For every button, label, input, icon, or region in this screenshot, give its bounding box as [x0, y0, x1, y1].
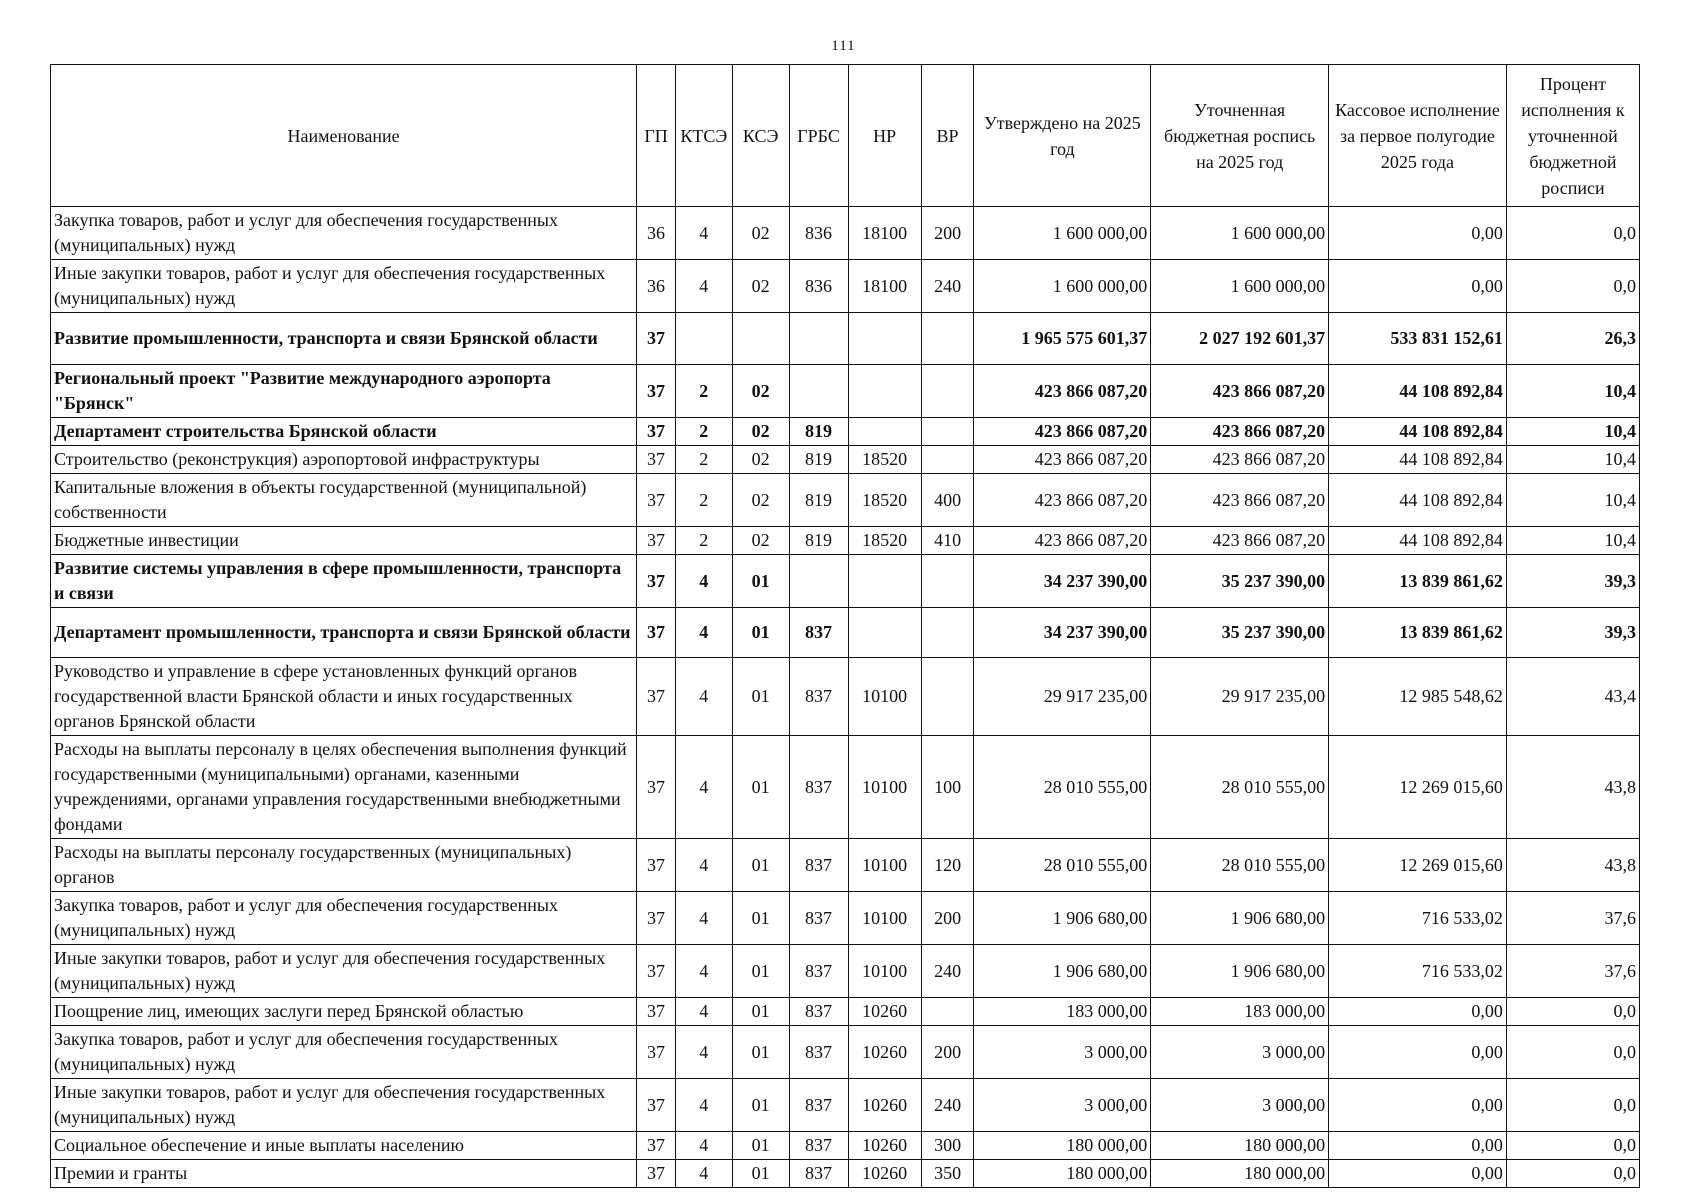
cell-nr: 10100 [848, 658, 921, 736]
cell-kse: 01 [732, 1026, 789, 1079]
cell-refined: 180 000,00 [1151, 1132, 1329, 1160]
table-row [51, 474, 1640, 527]
table-row [51, 839, 1640, 892]
cell-ktse: 4 [675, 1132, 732, 1160]
cell-cash: 0,00 [1329, 260, 1507, 313]
cell-refined: 183 000,00 [1151, 998, 1329, 1026]
cell-nr [848, 365, 921, 418]
cell-approved: 28 010 555,00 [974, 839, 1151, 892]
cell-gp: 37 [637, 839, 676, 892]
cell-approved: 183 000,00 [974, 998, 1151, 1026]
table-row [51, 555, 1640, 608]
cell-gp: 37 [637, 658, 676, 736]
cell-gp: 37 [637, 474, 676, 527]
cell-grbs: 837 [789, 839, 848, 892]
cell-name: Социальное обеспечение и иные выплаты населению [51, 1132, 637, 1160]
cell-grbs: 836 [789, 260, 848, 313]
cell-name: Расходы на выплаты персоналу в целях обеспечения выполнения функций государственными (муниципальными) органами, казенными учреждениями, органами управления государственными внебюджетными фондами [51, 736, 637, 839]
cell-percent: 43,4 [1506, 658, 1639, 736]
cell-name: Иные закупки товаров, работ и услуг для обеспечения государственных (муниципальных) нужд [51, 260, 637, 313]
cell-name: Бюджетные инвестиции [51, 527, 637, 555]
cell-approved: 3 000,00 [974, 1079, 1151, 1132]
cell-ktse: 2 [675, 474, 732, 527]
cell-ktse: 2 [675, 446, 732, 474]
cell-ktse: 4 [675, 998, 732, 1026]
cell-gp: 37 [637, 998, 676, 1026]
cell-vr: 240 [921, 1079, 974, 1132]
cell-name: Развитие промышленности, транспорта и связи Брянской области [51, 313, 637, 365]
cell-kse: 02 [732, 446, 789, 474]
cell-gp: 37 [637, 608, 676, 658]
cell-grbs: 837 [789, 998, 848, 1026]
table-row [51, 1026, 1640, 1079]
cell-approved: 423 866 087,20 [974, 365, 1151, 418]
cell-grbs: 837 [789, 892, 848, 945]
cell-grbs: 837 [789, 658, 848, 736]
cell-percent: 43,8 [1506, 839, 1639, 892]
cell-gp: 37 [637, 736, 676, 839]
cell-nr [848, 555, 921, 608]
cell-name: Департамент промышленности, транспорта и связи Брянской области [51, 608, 637, 658]
table-row [51, 418, 1640, 446]
cell-cash: 0,00 [1329, 207, 1507, 260]
cell-refined: 29 917 235,00 [1151, 658, 1329, 736]
cell-name: Капитальные вложения в объекты государственной (муниципальной) собственности [51, 474, 637, 527]
cell-kse: 01 [732, 945, 789, 998]
cell-vr: 200 [921, 1026, 974, 1079]
cell-percent: 37,6 [1506, 892, 1639, 945]
header-name: Наименование [51, 65, 637, 207]
cell-vr: 120 [921, 839, 974, 892]
cell-name: Развитие системы управления в сфере промышленности, транспорта и связи [51, 555, 637, 608]
cell-nr: 18520 [848, 474, 921, 527]
table-row [51, 446, 1640, 474]
table-row [51, 207, 1640, 260]
cell-name: Поощрение лиц, имеющих заслуги перед Брянской областью [51, 998, 637, 1026]
cell-percent: 0,0 [1506, 1132, 1639, 1160]
table-row [51, 260, 1640, 313]
cell-vr: 200 [921, 207, 974, 260]
cell-gp: 37 [637, 1132, 676, 1160]
cell-gp: 37 [637, 313, 676, 365]
cell-grbs: 819 [789, 527, 848, 555]
cell-gp: 37 [637, 446, 676, 474]
cell-cash: 44 108 892,84 [1329, 418, 1507, 446]
cell-ktse: 4 [675, 736, 732, 839]
cell-ktse: 4 [675, 658, 732, 736]
cell-gp: 37 [637, 527, 676, 555]
cell-percent: 39,3 [1506, 608, 1639, 658]
cell-nr: 18100 [848, 207, 921, 260]
header-kse: КСЭ [732, 65, 789, 207]
cell-kse: 01 [732, 892, 789, 945]
cell-grbs: 837 [789, 1132, 848, 1160]
cell-grbs: 819 [789, 446, 848, 474]
cell-refined: 1 906 680,00 [1151, 892, 1329, 945]
cell-name: Иные закупки товаров, работ и услуг для обеспечения государственных (муниципальных) нужд [51, 1079, 637, 1132]
cell-vr [921, 313, 974, 365]
cell-ktse: 4 [675, 1079, 732, 1132]
cell-kse: 02 [732, 418, 789, 446]
cell-approved: 29 917 235,00 [974, 658, 1151, 736]
cell-kse: 01 [732, 1079, 789, 1132]
cell-ktse: 4 [675, 608, 732, 658]
cell-ktse [675, 313, 732, 365]
cell-ktse: 2 [675, 418, 732, 446]
cell-name: Закупка товаров, работ и услуг для обеспечения государственных (муниципальных) нужд [51, 207, 637, 260]
table-body [51, 207, 1640, 1188]
cell-approved: 3 000,00 [974, 1026, 1151, 1079]
cell-ktse: 2 [675, 527, 732, 555]
cell-cash: 716 533,02 [1329, 892, 1507, 945]
cell-name: Руководство и управление в сфере установленных функций органов государственной власти Брянской области и иных государственных органов Брянской области [51, 658, 637, 736]
cell-vr: 240 [921, 260, 974, 313]
header-cash: Кассовое исполнение за первое полугодие 2025 года [1329, 65, 1507, 207]
cell-name: Расходы на выплаты персоналу государственных (муниципальных) органов [51, 839, 637, 892]
cell-vr: 200 [921, 892, 974, 945]
cell-ktse: 4 [675, 945, 732, 998]
cell-refined: 423 866 087,20 [1151, 527, 1329, 555]
cell-ktse: 4 [675, 555, 732, 608]
cell-ktse: 4 [675, 892, 732, 945]
cell-refined: 180 000,00 [1151, 1160, 1329, 1188]
table-row [51, 1079, 1640, 1132]
table-row [51, 608, 1640, 658]
cell-gp: 37 [637, 418, 676, 446]
cell-refined: 423 866 087,20 [1151, 446, 1329, 474]
cell-gp: 37 [637, 1026, 676, 1079]
cell-grbs: 837 [789, 1160, 848, 1188]
cell-gp: 37 [637, 1160, 676, 1188]
cell-ktse: 4 [675, 260, 732, 313]
cell-percent: 0,0 [1506, 1079, 1639, 1132]
cell-cash: 12 269 015,60 [1329, 736, 1507, 839]
cell-nr [848, 418, 921, 446]
cell-grbs: 837 [789, 608, 848, 658]
cell-name: Региональный проект "Развитие международного аэропорта "Брянск" [51, 365, 637, 418]
cell-name: Премии и гранты [51, 1160, 637, 1188]
cell-nr: 10260 [848, 1079, 921, 1132]
cell-approved: 1 965 575 601,37 [974, 313, 1151, 365]
cell-refined: 423 866 087,20 [1151, 474, 1329, 527]
cell-percent: 0,0 [1506, 260, 1639, 313]
cell-kse: 02 [732, 365, 789, 418]
cell-kse: 01 [732, 658, 789, 736]
cell-nr: 18100 [848, 260, 921, 313]
cell-percent: 37,6 [1506, 945, 1639, 998]
header-refined: Уточненная бюджетная роспись на 2025 год [1151, 65, 1329, 207]
cell-kse: 02 [732, 207, 789, 260]
cell-gp: 37 [637, 1079, 676, 1132]
cell-kse: 01 [732, 736, 789, 839]
cell-percent: 43,8 [1506, 736, 1639, 839]
cell-percent: 0,0 [1506, 998, 1639, 1026]
cell-ktse: 2 [675, 365, 732, 418]
cell-cash: 13 839 861,62 [1329, 555, 1507, 608]
cell-refined: 28 010 555,00 [1151, 736, 1329, 839]
cell-name: Строительство (реконструкция) аэропортовой инфраструктуры [51, 446, 637, 474]
cell-cash: 13 839 861,62 [1329, 608, 1507, 658]
cell-kse: 02 [732, 527, 789, 555]
cell-ktse: 4 [675, 207, 732, 260]
budget-table [50, 64, 1640, 1188]
header-nr: НР [848, 65, 921, 207]
cell-vr: 400 [921, 474, 974, 527]
cell-ktse: 4 [675, 1026, 732, 1079]
cell-kse [732, 313, 789, 365]
cell-nr [848, 313, 921, 365]
cell-vr: 100 [921, 736, 974, 839]
cell-cash: 533 831 152,61 [1329, 313, 1507, 365]
cell-gp: 36 [637, 260, 676, 313]
cell-name: Закупка товаров, работ и услуг для обеспечения государственных (муниципальных) нужд [51, 1026, 637, 1079]
cell-vr [921, 998, 974, 1026]
cell-refined: 1 600 000,00 [1151, 260, 1329, 313]
cell-refined: 1 906 680,00 [1151, 945, 1329, 998]
cell-grbs: 837 [789, 945, 848, 998]
cell-grbs: 837 [789, 1026, 848, 1079]
cell-vr: 300 [921, 1132, 974, 1160]
cell-refined: 28 010 555,00 [1151, 839, 1329, 892]
cell-refined: 423 866 087,20 [1151, 418, 1329, 446]
cell-cash: 12 269 015,60 [1329, 839, 1507, 892]
cell-nr: 10260 [848, 998, 921, 1026]
cell-cash: 0,00 [1329, 1132, 1507, 1160]
cell-grbs: 819 [789, 418, 848, 446]
table-row [51, 1132, 1640, 1160]
cell-vr: 350 [921, 1160, 974, 1188]
cell-approved: 1 600 000,00 [974, 260, 1151, 313]
cell-approved: 423 866 087,20 [974, 446, 1151, 474]
cell-percent: 26,3 [1506, 313, 1639, 365]
cell-gp: 36 [637, 207, 676, 260]
cell-percent: 10,4 [1506, 527, 1639, 555]
cell-cash: 0,00 [1329, 1160, 1507, 1188]
cell-name: Департамент строительства Брянской области [51, 418, 637, 446]
table-row [51, 1160, 1640, 1188]
cell-kse: 01 [732, 839, 789, 892]
cell-approved: 34 237 390,00 [974, 608, 1151, 658]
table-row [51, 998, 1640, 1026]
cell-percent: 0,0 [1506, 1160, 1639, 1188]
cell-vr: 410 [921, 527, 974, 555]
cell-grbs: 836 [789, 207, 848, 260]
cell-kse: 01 [732, 608, 789, 658]
cell-kse: 01 [732, 1132, 789, 1160]
cell-vr: 240 [921, 945, 974, 998]
cell-refined: 35 237 390,00 [1151, 555, 1329, 608]
cell-refined: 3 000,00 [1151, 1079, 1329, 1132]
cell-ktse: 4 [675, 839, 732, 892]
header-gp: ГП [637, 65, 676, 207]
cell-approved: 423 866 087,20 [974, 418, 1151, 446]
cell-approved: 1 906 680,00 [974, 892, 1151, 945]
cell-name: Закупка товаров, работ и услуг для обеспечения государственных (муниципальных) нужд [51, 892, 637, 945]
cell-kse: 02 [732, 260, 789, 313]
cell-nr: 10260 [848, 1160, 921, 1188]
cell-grbs: 837 [789, 736, 848, 839]
cell-kse: 01 [732, 998, 789, 1026]
header-vr: ВР [921, 65, 974, 207]
cell-grbs [789, 365, 848, 418]
cell-gp: 37 [637, 945, 676, 998]
cell-percent: 10,4 [1506, 446, 1639, 474]
cell-kse: 01 [732, 1160, 789, 1188]
table-row [51, 892, 1640, 945]
cell-cash: 0,00 [1329, 1079, 1507, 1132]
cell-refined: 3 000,00 [1151, 1026, 1329, 1079]
cell-approved: 423 866 087,20 [974, 527, 1151, 555]
cell-nr: 10100 [848, 736, 921, 839]
cell-cash: 44 108 892,84 [1329, 446, 1507, 474]
cell-vr [921, 608, 974, 658]
cell-grbs [789, 313, 848, 365]
cell-approved: 180 000,00 [974, 1132, 1151, 1160]
cell-nr: 10260 [848, 1132, 921, 1160]
cell-vr [921, 365, 974, 418]
cell-approved: 28 010 555,00 [974, 736, 1151, 839]
cell-nr: 18520 [848, 527, 921, 555]
cell-vr [921, 658, 974, 736]
cell-ktse: 4 [675, 1160, 732, 1188]
cell-kse: 02 [732, 474, 789, 527]
cell-cash: 44 108 892,84 [1329, 365, 1507, 418]
cell-cash: 44 108 892,84 [1329, 474, 1507, 527]
cell-name: Иные закупки товаров, работ и услуг для обеспечения государственных (муниципальных) нужд [51, 945, 637, 998]
cell-cash: 0,00 [1329, 998, 1507, 1026]
cell-refined: 2 027 192 601,37 [1151, 313, 1329, 365]
table-row [51, 658, 1640, 736]
cell-nr: 10100 [848, 892, 921, 945]
header-row [51, 65, 1640, 207]
table-row [51, 736, 1640, 839]
table-row [51, 527, 1640, 555]
cell-refined: 423 866 087,20 [1151, 365, 1329, 418]
cell-percent: 10,4 [1506, 365, 1639, 418]
cell-percent: 10,4 [1506, 418, 1639, 446]
cell-percent: 10,4 [1506, 474, 1639, 527]
cell-cash: 716 533,02 [1329, 945, 1507, 998]
cell-cash: 12 985 548,62 [1329, 658, 1507, 736]
table-row [51, 945, 1640, 998]
cell-refined: 1 600 000,00 [1151, 207, 1329, 260]
cell-nr: 18520 [848, 446, 921, 474]
cell-vr [921, 418, 974, 446]
cell-approved: 423 866 087,20 [974, 474, 1151, 527]
cell-percent: 0,0 [1506, 1026, 1639, 1079]
table-row [51, 313, 1640, 365]
cell-gp: 37 [637, 555, 676, 608]
header-ktse: КТСЭ [675, 65, 732, 207]
cell-cash: 0,00 [1329, 1026, 1507, 1079]
cell-approved: 180 000,00 [974, 1160, 1151, 1188]
cell-percent: 0,0 [1506, 207, 1639, 260]
cell-approved: 1 600 000,00 [974, 207, 1151, 260]
cell-percent: 39,3 [1506, 555, 1639, 608]
header-percent: Процент исполнения к уточненной бюджетной росписи [1506, 65, 1639, 207]
page-number: 111 [831, 38, 856, 54]
cell-grbs: 837 [789, 1079, 848, 1132]
cell-nr [848, 608, 921, 658]
cell-grbs [789, 555, 848, 608]
cell-kse: 01 [732, 555, 789, 608]
header-approved: Утверждено на 2025 год [974, 65, 1151, 207]
cell-nr: 10100 [848, 839, 921, 892]
cell-gp: 37 [637, 892, 676, 945]
table-row [51, 365, 1640, 418]
cell-cash: 44 108 892,84 [1329, 527, 1507, 555]
cell-nr: 10100 [848, 945, 921, 998]
cell-vr [921, 446, 974, 474]
cell-refined: 35 237 390,00 [1151, 608, 1329, 658]
cell-approved: 1 906 680,00 [974, 945, 1151, 998]
header-grbs: ГРБС [789, 65, 848, 207]
cell-vr [921, 555, 974, 608]
cell-approved: 34 237 390,00 [974, 555, 1151, 608]
cell-grbs: 819 [789, 474, 848, 527]
cell-gp: 37 [637, 365, 676, 418]
cell-nr: 10260 [848, 1026, 921, 1079]
